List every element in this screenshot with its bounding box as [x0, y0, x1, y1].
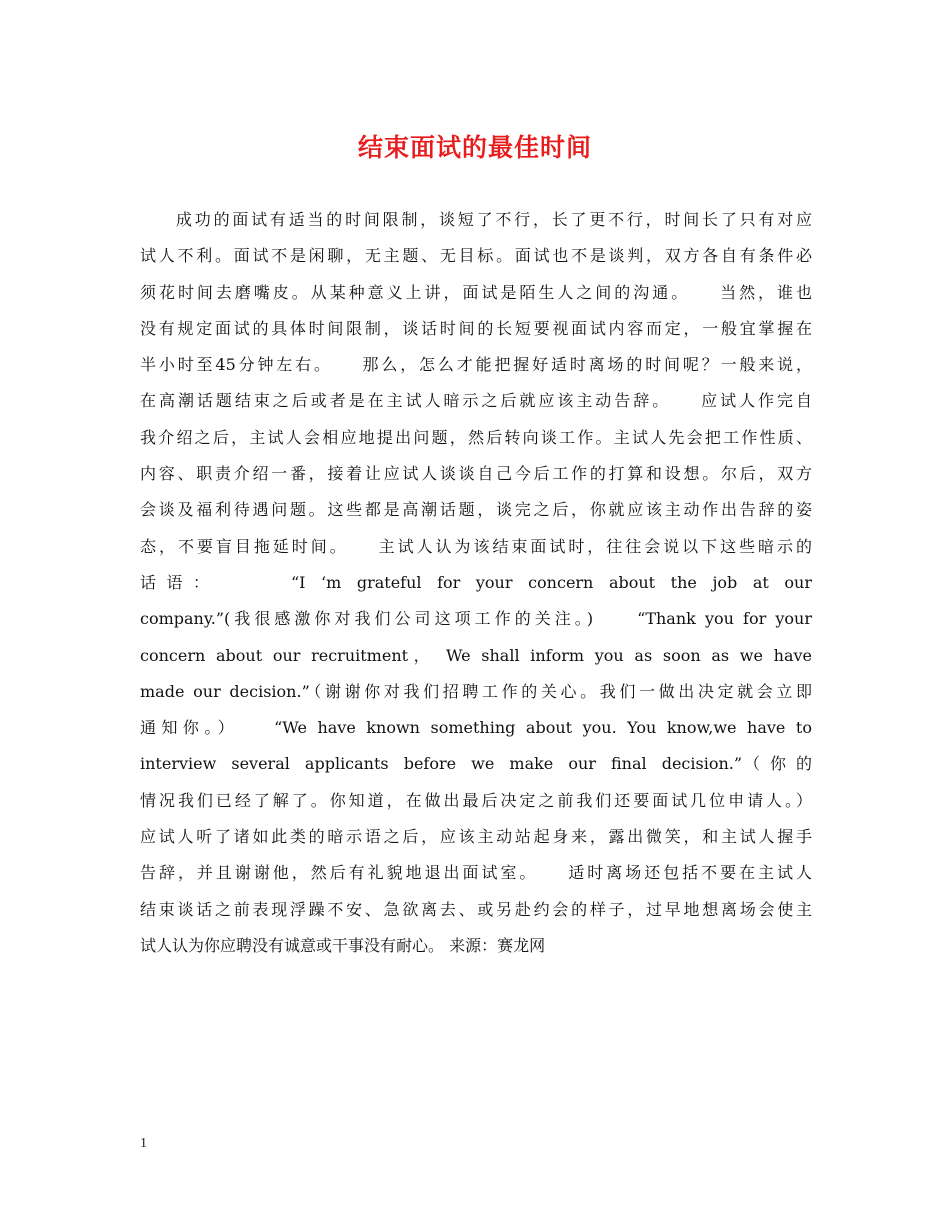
text-line: 态，不要盲目拖延时间。 主试人认为该结束面试时，往往会说以下这些暗示的 [140, 536, 812, 556]
text-line: 半小时至45分钟左右。 那么，怎么才能把握好适时离场的时间呢？一般来说， [140, 355, 812, 375]
text-line: 在高潮话题结束之后或者是在主试人暗示之后就应该主动告辞。 应试人作完自 [140, 391, 812, 411]
text-line: 情况我们已经了解了。你知道，在做出最后决定之前我们还要面试几位申请人。） [140, 790, 812, 810]
text-line: concern about our recruitment， We shall inform you as soon as we have [140, 645, 812, 665]
text-line: 我介绍之后，主试人会相应地提出问题，然后转向谈工作。主试人先会把工作性质、 [140, 427, 812, 447]
text-line: 应试人听了诸如此类的暗示语之后，应该主动站起身来，露出微笑，和主试人握手 [140, 827, 812, 847]
text-line: 结束谈话之前表现浮躁不安、急欲离去、或另赴约会的样子，过早地想离场会使主 [140, 899, 812, 919]
body-text [140, 202, 812, 964]
text-line: company.”(我很感激你对我们公司这项工作的关注。) “Thank you for your [140, 609, 812, 629]
document-title: 结束面试的最佳时间 [357, 133, 592, 162]
text-line: 内容、职责介绍一番，接着让应试人谈谈自己今后工作的打算和设想。尔后，双方 [140, 464, 812, 484]
text-line: 会谈及福利待遇问题。这些都是高潮话题，谈完之后，你就应该主动作出告辞的姿 [140, 500, 812, 520]
text-line: 试人不利。面试不是闲聊，无主题、无目标。面试也不是谈判，双方各自有条件必 [140, 246, 812, 266]
text-line: 通知你。） “We have known something about you. You know,we have to [140, 718, 812, 738]
text-line: 话语： “I ‘m grateful for your concern about the job at our [140, 572, 812, 592]
text-line: made our decision.”（谢谢你对我们招聘工作的关心。我们一做出决定就会立即 [140, 681, 812, 701]
text-line: 告辞，并且谢谢他，然后有礼貌地退出面试室。 适时离场还包括不要在主试人 [140, 863, 812, 883]
text-line: interview several applicants before we make our final decision.”（你的 [140, 754, 812, 774]
text-line: 试人认为你应聘没有诚意或干事没有耐心。 来源：赛龙网 [140, 935, 546, 955]
text-line: 没有规定面试的具体时间限制，谈话时间的长短要视面试内容而定，一般宜掌握在 [140, 318, 812, 338]
page-number: 1 [140, 1136, 147, 1151]
text-line: 成功的面试有适当的时间限制，谈短了不行，长了更不行，时间长了只有对应 [176, 210, 812, 229]
text-line: 须花时间去磨嘴皮。从某种意义上讲，面试是陌生人之间的沟通。 当然，谁也 [140, 282, 812, 302]
